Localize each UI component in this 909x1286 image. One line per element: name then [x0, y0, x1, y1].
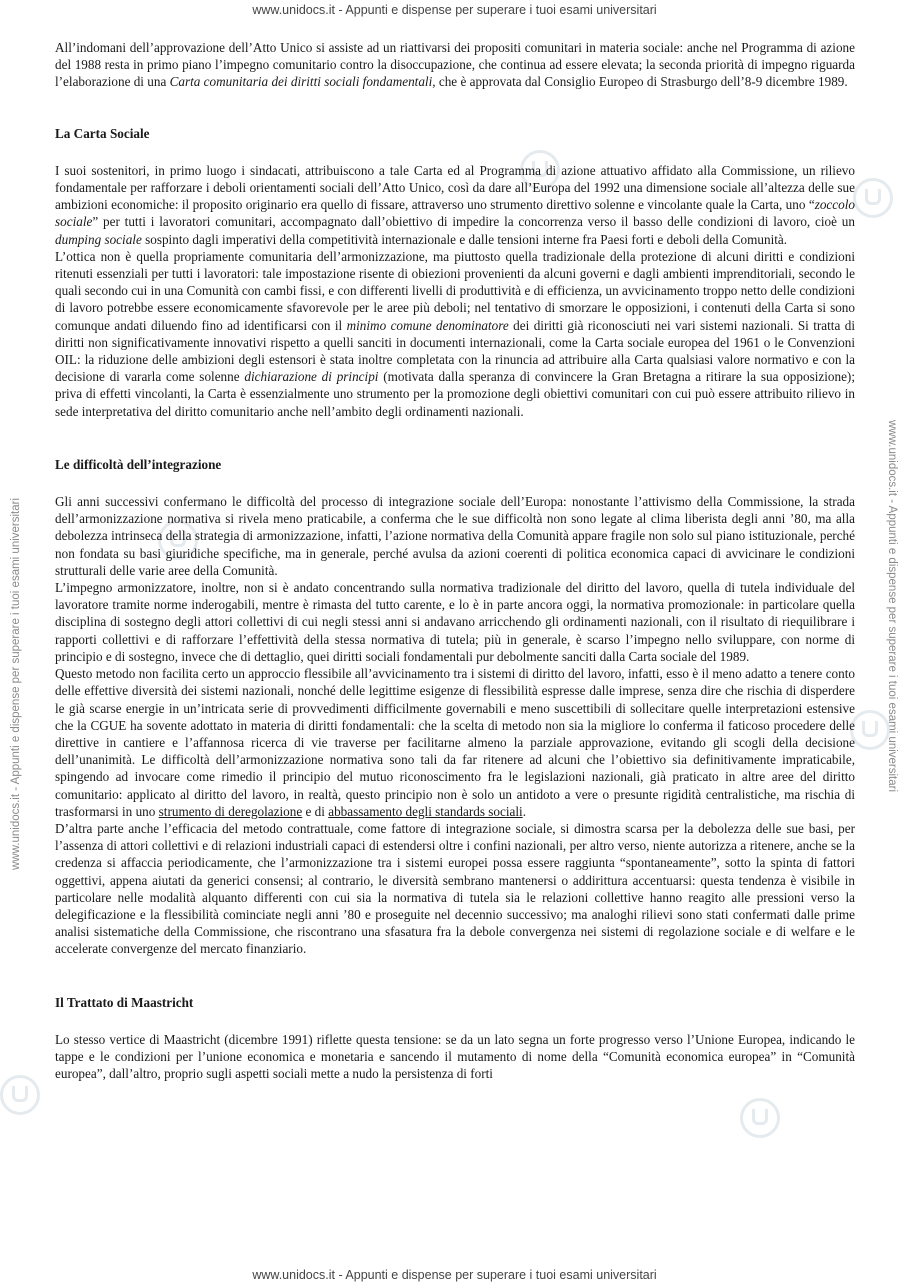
document-body: [55, 39, 855, 1082]
left-side-watermark: www.unidocs.it - Appunti e dispense per superare i tuoi esami universitari: [10, 497, 22, 870]
paragraph: Lo stesso vertice di Maastricht (dicembre 1991) riflette questa tensione: se da un lato segna un forte progresso verso l’Unione Europea, indicando le tappe e le condizioni per l’unione economica e monetaria e sancendo il mutamento di nome della “Comunità economica europea” in “Comunità europea”, dall’altro, proprio sugli aspetti sociali mette a nudo la persistenza di forti: [55, 1031, 855, 1082]
paragraph: D’altra parte anche l’efficacia del metodo contrattuale, come fattore di integrazione sociale, si dimostra scarsa per la debolezza delle sue basi, per l’assenza di attori collettivi e di relazioni industriali capaci di estendersi oltre i confini nazionali, per altro verso, niente autorizza a ritenere, anche se la credenza si affaccia periodicamente, che l’armonizzazione tra i sistemi europei possa essere raggiunta “spontaneamente”, sotto la spinta di fattori oggettivi, appena aiutati da generici consensi; al contrario, le diversità sembrano mantenersi o addirittura accentuarsi: questa tendenza è visibile in particolare nelle modalità alquanto differenti con cui sia la normativa di tutela sia le relazioni collettive hanno reagito alle pressioni verso la delegificazione e la flessibilità cominciate negli anni ’80 e proseguite nel decennio successivo; ma analoghi rilievi sono stati confermati dalle prime analisi sistematiche della Commissione, che riscontrano una sfasatura fra la debole convergenza nei sistemi di regolazione sociale e di welfare e le accelerate convergenze del mercato finanziario.: [55, 820, 855, 957]
watermark-logo-icon: [740, 1098, 780, 1138]
paragraph: Gli anni successivi confermano le difficoltà del processo di integrazione sociale dell’Europa: nonostante l’attivismo della Commissione, la strada dell’armonizzazione normativa si rivela meno praticabile, a conferma che le sue difficoltà non sono legate al clima liberista degli anni ’80, ma alla debolezza intrinseca della strategia di armonizzazione, infatti, l’azione normativa della Comunità appare fragile non solo sul piano istituzionale, perché non fondata su basi giuridiche specifiche, ma in generale, perché avulsa da azioni coerenti di politica economica capaci di avvicinare le condizioni strutturali delle varie aree della Comunità.: [55, 494, 855, 578]
section-heading: Le difficoltà dell’integrazione: [55, 456, 222, 472]
footer-banner: www.unidocs.it - Appunti e dispense per superare i tuoi esami universitari: [252, 1268, 657, 1282]
section-heading: La Carta Sociale: [55, 125, 150, 141]
paragraph: L’ottica non è quella propriamente comunitaria dell’armonizzazione, ma piuttosto quella tradizionale della protezione di alcuni diritti e condizioni ritenuti essenziali per tutti i lavoratori: tale impostazione risente di obiezioni provenienti da alcuni governi e dagli ambienti imprenditoriali, secondo le quali secondo cui in una Comunità con cambi fissi, e con differenti livelli di produttività e di efficienza, un avvicinamento troppo netto delle condizioni di lavoro potrebbe essere economicamente sfavorevole per le aree più deboli; nel tentativo di smorzare le opposizioni, i contenuti della Carta si sono comunque andati diluendo fino ad identificarsi con il minimo comune denominatore dei diritti già riconosciuti nei vari sistemi nazionali. Si tratta di diritti non significativamente innovativi rispetto a quelli sanciti in documenti internazionali, come la Carta sociale europea del 1961 o le Convenzioni OIL: la riduzione delle ambizioni degli estensori è stata inoltre completata con la rinuncia ad attribuire alla Carta qualsiasi valore normativo e con la decisione di vararla come solenne dichiarazione di principi (motivata dalla speranza di convincere la Gran Bretagna a ritirare la sua opposizione); priva di effetti vincolanti, la Carta è essenzialmente uno strumento per la promozione degli obiettivi comunitari con cui può essere attribuito rilievo in sede interpretativa del diritto comunitario anche nell’ambito degli ordinamenti nazionali.: [55, 248, 855, 419]
intro-paragraph: All’indomani dell’approvazione dell’Atto Unico si assiste ad un riattivarsi dei propositi comunitari in materia sociale: anche nel Programma di azione del 1988 resta in primo piano l’impegno comunitario contro la disoccupazione, che continua ad essere elevata; la seconda priorità di impegno riguarda l’elaborazione di una Carta comunitaria dei diritti sociali fondamentali, che è approvata dal Consiglio Europeo di Strasburgo dell’8-9 dicembre 1989.: [55, 40, 855, 90]
header-banner: www.unidocs.it - Appunti e dispense per superare i tuoi esami universitari: [252, 3, 657, 17]
paragraph: L’impegno armonizzatore, inoltre, non si è andato concentrando sulla normativa tradizionale del diritto del lavoro, quella di tutela individuale del lavoratore tramite norme inderogabili, mentre è rimasta del tutto carente, e lo è in parte ancora oggi, la normativa promozionale: in particolare quella disciplina di sostegno degli attori collettivi di cui negli stessi anni si andavano arricchendo gli ordinamenti nazionali, con il risultato di riequilibrare i rapporti collettivi e di rafforzare l’effettività della stessa normativa di tutela; più in generale, è scarso l’impegno nello sviluppare, con norme di principio e di sostegno, invece che di dettaglio, quei diritti sociali fondamentali pur debolmente sanciti dalla Carta sociale del 1989.: [55, 580, 855, 664]
paragraph: Questo metodo non facilita certo un approccio flessibile all’avvicinamento tra i sistemi di diritto del lavoro, infatti, esso è il meno adatto a tenere conto delle effettive diversità dei sistemi nazionali, nonché delle legittime esigenze di flessibilità espresse dalle imprese, senza dire che rischia di disperdere le già scarse energie in un’intricata serie di provvedimenti difficilmente governabili e meno suscettibili di sollecitare quelle interpretazioni estensive che la CGUE ha sovente adottato in materia di diritti fondamentali: che la scelta di metodo non sia la migliore lo conferma il faticoso procedere delle direttive in cantiere e l’affannosa ricerca di vie traverse per facilitarne almeno la parziale approvazione, evitando gli scogli della decisione dell’unanimità. Le difficoltà dell’armonizzazione normativa sono tali da far ritenere ad alcuni che l’obiettivo sia definitivamente impraticabile, spingendo ad invocare come rimedio il principio del mutuo riconoscimento fra le legislazioni nazionali, già praticato in altre aree del diritto comunitario: applicato al diritto del lavoro, in realtà, questo principio non è solo un antidoto a vere o presunte rigidità centralistiche, ma rischia di trasformarsi in uno strumento di deregolazione e di abbassamento degli standards sociali.: [55, 666, 855, 819]
watermark-logo-icon: [853, 178, 893, 218]
watermark-logo-icon: [850, 710, 890, 750]
section-heading: Il Trattato di Maastricht: [55, 994, 194, 1010]
right-side-watermark: www.unidocs.it - Appunti e dispense per superare i tuoi esami universitari: [886, 420, 898, 793]
watermark-logo-icon: [0, 1075, 40, 1115]
paragraph: I suoi sostenitori, in primo luogo i sindacati, attribuiscono a tale Carta ed al Programma di azione attuativo affidato alla Commissione, un rilievo fondamentale per rafforzare i deboli orientamenti sociali dell’Atto Unico, così da dare all’Europa del 1992 una dimensione sociale all’altezza delle sue ambizioni economiche: il proposito originario era quello di fissare, attraverso uno strumento direttivo solenne e vincolante quale la Carta, uno “zoccolo sociale” per tutti i lavoratori comunitari, accompagnato dall’obiettivo di impedire la concorrenza verso il basso delle condizioni di lavoro, cioè un dumping sociale sospinto dagli imperativi della competitività internazionale e dalle tensioni interne fra Paesi forti e deboli della Comunità.: [55, 162, 855, 247]
